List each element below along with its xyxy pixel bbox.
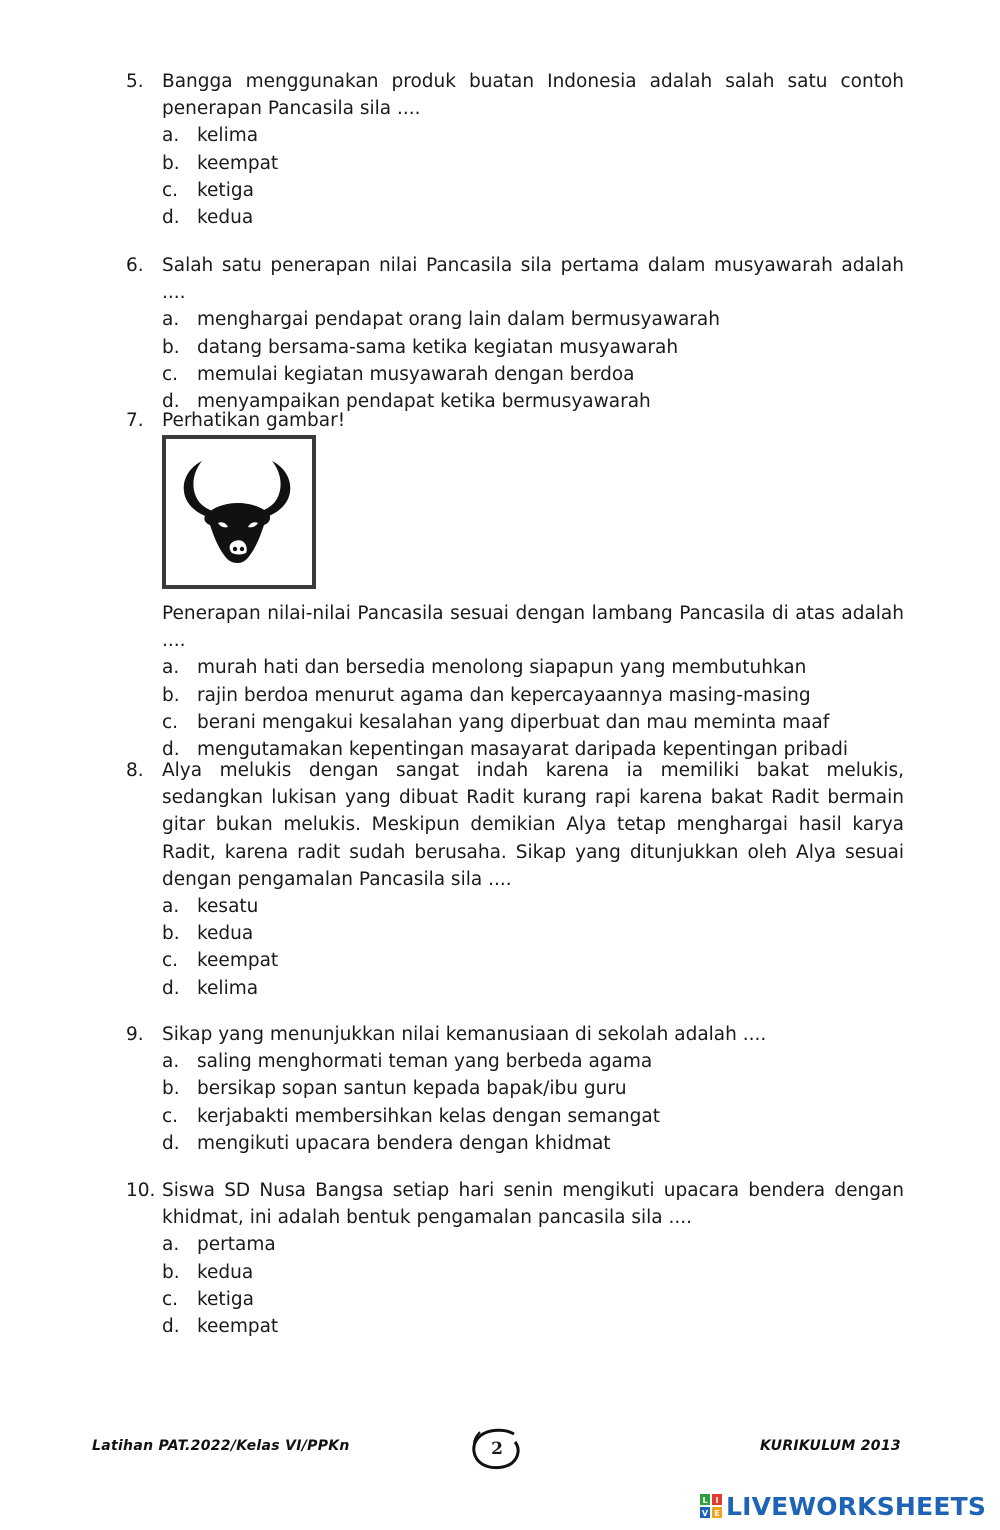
option-d[interactable]: d. kelima xyxy=(162,977,259,999)
footer-left: Latihan PAT.2022/Kelas VI/PPKn xyxy=(92,1438,350,1454)
question-text: Alya melukis dengan sangat indah karena ia memiliki bakat melukis, sedangkan lukisan yang dibuat Radit kurang rapi karena bakat Radit bermain gitar bukan melukis. Meskipun demikian Alya tetap menghargai hasil karya Radit, karena radit sudah berusaha. Sikap yang ditunjukkan oleh Alya sesuai dengan pengamalan Pancasila sila .... xyxy=(162,760,904,890)
question-text: Siswa SD Nusa Bangsa setiap hari senin mengikuti upacara bendera dengan khidmat, ini adalah bentuk pengamalan pancasila sila .... xyxy=(162,1180,904,1229)
question-number: 7. xyxy=(126,410,144,431)
option-c[interactable]: c. ketiga xyxy=(162,1288,254,1310)
question-text: Perhatikan gambar! xyxy=(162,410,346,431)
option-b[interactable]: b. rajin berdoa menurut agama dan kepercayaannya masing-masing xyxy=(162,684,811,706)
option-a[interactable]: a. menghargai pendapat orang lain dalam bermusyawarah xyxy=(162,309,720,331)
option-d[interactable]: d. mengikuti upacara bendera dengan khidmat xyxy=(162,1132,611,1154)
question-text: Salah satu penerapan nilai Pancasila sila pertama dalam musyawarah adalah .... xyxy=(162,255,904,304)
option-b[interactable]: b. kedua xyxy=(162,923,254,945)
option-b[interactable]: b. bersikap sopan santun kepada bapak/ibu guru xyxy=(162,1078,627,1100)
question-number: 5. xyxy=(126,71,144,92)
option-b[interactable]: b. datang bersama-sama ketika kegiatan musyawarah xyxy=(162,336,679,358)
question-6 xyxy=(126,252,904,415)
question-10 xyxy=(126,1177,904,1340)
brand-text: LIVEWORKSHEETS xyxy=(726,1491,987,1521)
option-b[interactable]: b. keempat xyxy=(162,152,279,174)
question-5 xyxy=(126,68,904,231)
svg-text:V: V xyxy=(701,1509,709,1518)
question-text: Bangga menggunakan produk buatan Indonesia adalah salah satu contoh penerapan Pancasila sila .... xyxy=(162,71,904,120)
question-text: Penerapan nilai-nilai Pancasila sesuai dengan lambang Pancasila di atas adalah .... xyxy=(162,603,904,652)
option-a[interactable]: a. murah hati dan bersedia menolong siapapun yang membutuhkan xyxy=(162,657,807,679)
question-8 xyxy=(126,757,904,1002)
question-7-body xyxy=(126,600,904,763)
question-number: 6. xyxy=(126,255,144,276)
option-d[interactable]: d. menyampaikan pendapat ketika bermusyawarah xyxy=(162,391,651,413)
option-d[interactable]: d. mengutamakan kepentingan masayarat daripada kepentingan pribadi xyxy=(162,739,849,761)
bull-head-icon xyxy=(166,439,312,585)
liveworksheets-logo-icon xyxy=(700,1494,722,1518)
option-c[interactable]: c. berani mengakui kesalahan yang diperbuat dan mau meminta maaf xyxy=(162,711,830,733)
question-7 xyxy=(126,407,904,434)
page-number-text: 2 xyxy=(491,1439,503,1459)
option-c[interactable]: c. memulai kegiatan musyawarah dengan berdoa xyxy=(162,363,635,385)
option-a[interactable]: a. kesatu xyxy=(162,896,259,918)
option-a[interactable]: a. pertama xyxy=(162,1234,276,1256)
option-c[interactable]: c. keempat xyxy=(162,950,279,972)
option-d[interactable]: d. kedua xyxy=(162,207,254,229)
svg-text:L: L xyxy=(702,1496,708,1505)
liveworksheets-brand xyxy=(700,1490,986,1522)
question-number: 9. xyxy=(126,1024,144,1045)
question-text: Sikap yang menunjukkan nilai kemanusiaan di sekolah adalah .... xyxy=(162,1024,767,1045)
option-d[interactable]: d. keempat xyxy=(162,1316,279,1338)
option-c[interactable]: c. kerjabakti membersihkan kelas dengan semangat xyxy=(162,1105,660,1127)
option-a[interactable]: a. kelima xyxy=(162,125,259,147)
question-number: 10. xyxy=(126,1180,156,1201)
symbol-image-frame xyxy=(162,435,316,589)
footer-right: KURIKULUM 2013 xyxy=(760,1438,901,1454)
option-a[interactable]: a. saling menghormati teman yang berbeda agama xyxy=(162,1051,653,1073)
svg-text:I: I xyxy=(715,1496,719,1505)
option-c[interactable]: c. ketiga xyxy=(162,179,254,201)
page-number xyxy=(468,1426,526,1472)
svg-text:E: E xyxy=(714,1509,720,1518)
question-9 xyxy=(126,1021,904,1157)
question-number: 8. xyxy=(126,760,144,781)
option-b[interactable]: b. kedua xyxy=(162,1261,254,1283)
